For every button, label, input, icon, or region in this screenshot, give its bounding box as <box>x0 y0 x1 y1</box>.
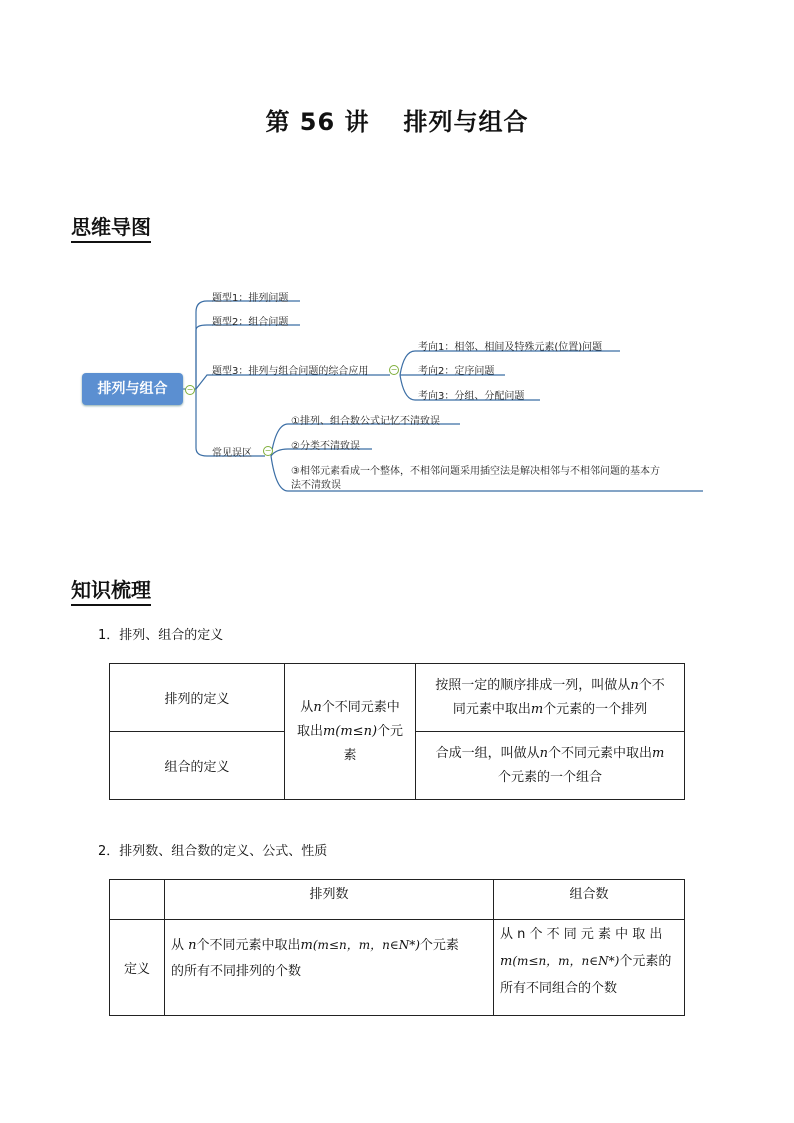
mindmap-node-direction2: 考向2：定序问题 <box>418 366 495 377</box>
mindmap-node-direction1: 考向1：相邻、相间及特殊元素(位置)问题 <box>418 342 603 353</box>
formula-table <box>109 879 685 1016</box>
paragraph-definition-heading: 1．排列、组合的定义 <box>98 628 224 643</box>
cell-permutation-description: 按照一定的顺序排成一列，叫做从n个不 同元素中取出m个元素的一个排列 <box>416 664 685 732</box>
paragraph-formula-heading: 2．排列数、组合数的定义、公式、性质 <box>98 844 328 859</box>
mindmap-root-node: 排列与组合 <box>82 373 183 405</box>
cell-permutation-number-definition: 从 n个不同元素中取出m(m≤n，m，n∈N*)个元素 的所有不同排列的个数 <box>165 920 494 1016</box>
collapse-mistakes-icon[interactable]: − <box>264 446 272 455</box>
mindmap-node-mistake3-line1: ③相邻元素看成一个整体，不相邻问题采用插空法是解决相邻与不相邻问题的基本方 <box>291 466 660 477</box>
mindmap-node-type2: 题型2：组合问题 <box>212 317 289 328</box>
mindmap-node-mistake3-line2: 法不清致误 <box>291 480 341 491</box>
mindmap-node-mistakes: 常见误区 <box>212 448 252 459</box>
cell-combination-number-definition: 从 n 个 不 同 元 素 中 取 出 m(m≤n，m，n∈N*)个元素的 所有不同组合的个数 <box>494 920 685 1016</box>
definition-table <box>109 663 685 800</box>
cell-permutation-definition-label: 排列的定义 <box>110 664 285 732</box>
mindmap-node-type1: 题型1：排列问题 <box>212 293 289 304</box>
lecture-number: 第 56 讲 <box>265 108 370 136</box>
collapse-root-icon[interactable]: − <box>186 385 194 394</box>
header-permutation-number: 排列数 <box>165 880 494 920</box>
collapse-type3-icon[interactable]: − <box>390 365 398 374</box>
mindmap-node-mistake1: ①排列、组合数公式记忆不清致误 <box>291 416 440 427</box>
cell-empty-header <box>110 880 165 920</box>
mindmap-node-type3: 题型3：排列与组合问题的综合应用 <box>212 366 369 377</box>
row-label-definition: 定义 <box>110 920 165 1016</box>
cell-combination-definition-label: 组合的定义 <box>110 732 285 800</box>
mindmap-node-mistake2: ②分类不清致误 <box>291 441 360 452</box>
lecture-name: 排列与组合 <box>403 108 529 136</box>
section-heading-knowledge: 知识梳理 <box>71 577 151 606</box>
cell-combination-description: 合成一组，叫做从n个不同元素中取出m 个元素的一个组合 <box>416 732 685 800</box>
cell-selection-description: 从n个不同元素中 取出m(m≤n)个元 素 <box>285 664 416 800</box>
header-combination-number: 组合数 <box>494 880 685 920</box>
mindmap-node-direction3: 考向3：分组、分配问题 <box>418 391 525 402</box>
section-heading-mindmap: 思维导图 <box>71 214 151 243</box>
